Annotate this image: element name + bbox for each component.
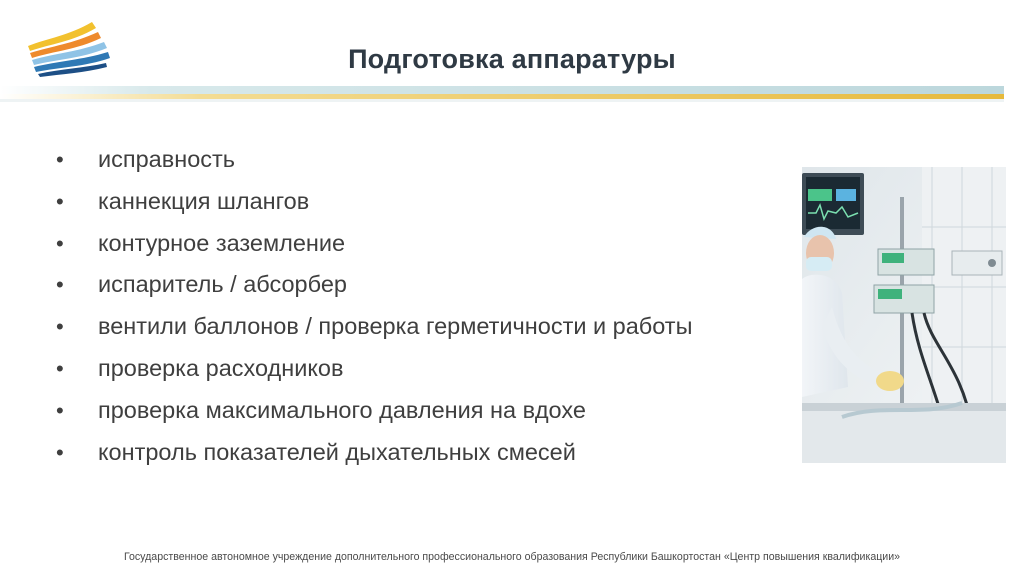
band-stripe-light: [0, 99, 1004, 102]
bullet-marker: •: [56, 147, 64, 172]
bullet-text: каннекция шлангов: [98, 187, 310, 214]
bullet-text: вентили баллонов / проверка герметичности и работы: [98, 313, 693, 340]
bullet-marker: •: [56, 439, 64, 465]
bullet-text: испаритель / абсорбер: [98, 271, 347, 298]
bullet-text: проверка расходников: [98, 354, 344, 381]
photo-nurse-mask: [806, 257, 832, 271]
band-stripe-teal: [0, 86, 1004, 94]
bullet-marker: •: [56, 397, 64, 423]
header-decorative-band: [0, 86, 1004, 102]
bullet-text: контурное заземление: [98, 229, 346, 256]
photo-pump-bottom-screen: [878, 289, 902, 299]
photo-monitor-screen: [806, 177, 860, 229]
medical-equipment-photo: [802, 167, 1006, 463]
photo-monitor-readout-blue: [836, 189, 856, 201]
photo-monitor-readout-green: [808, 189, 832, 201]
bullet-text: проверка максимального давления на вдохе: [98, 396, 586, 423]
photo-device-knob: [988, 259, 996, 267]
slide-title: Подготовка аппаратуры: [348, 44, 676, 74]
band-stripe-gold: [0, 94, 1004, 99]
photo-bed: [802, 411, 1006, 463]
bullet-text: контроль показателей дыхательных смесей: [98, 438, 576, 465]
bullet-text: исправность: [98, 146, 236, 172]
bullet-marker: •: [56, 314, 64, 340]
bullet-marker: •: [56, 355, 64, 381]
bullet-marker: •: [56, 272, 64, 298]
photo-glove: [876, 371, 904, 391]
footer-text: Государственное автономное учреждение дополнительного профессионального образования Республики Башкортостан «Центр повышения квалификации»: [123, 551, 901, 563]
photo-pump-top-screen: [882, 253, 904, 263]
bullet-marker: •: [56, 188, 64, 214]
bullet-marker: •: [56, 230, 64, 256]
